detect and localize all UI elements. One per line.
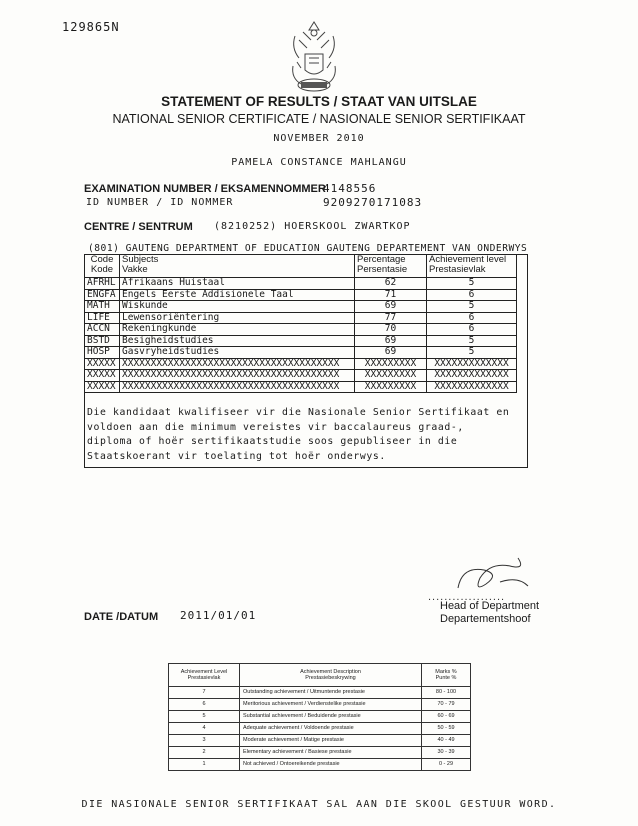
statement-line: voldoen aan die minimum vereistes vir baccalaureus graad-, bbox=[87, 421, 464, 433]
percentage-header: Percentage Persentasie bbox=[355, 255, 427, 278]
date-label: DATE /DATUM bbox=[84, 611, 159, 623]
results-header-row bbox=[85, 255, 517, 278]
subject-percentage: 69 bbox=[355, 301, 427, 313]
date-value: 2011/01/01 bbox=[180, 609, 257, 622]
legend-marks: 60 - 69 bbox=[422, 711, 471, 723]
legend-marks: 30 - 39 bbox=[422, 747, 471, 759]
subject-code: ENGFA bbox=[85, 289, 120, 301]
code-header: Code Kode bbox=[85, 255, 120, 278]
legend-row bbox=[169, 699, 471, 711]
subjects-header: Subjects Vakke bbox=[120, 255, 355, 278]
coat-of-arms-icon bbox=[285, 18, 343, 98]
subject-level: 6 bbox=[427, 324, 517, 336]
subject-percentage: XXXXXXXXX bbox=[355, 358, 427, 370]
document-subtitle: NATIONAL SENIOR CERTIFICATE / NASIONALE SENIOR SERTIFIKAAT bbox=[112, 112, 526, 126]
legend-description: Substantial achievement / Beduidende prestasie bbox=[240, 711, 422, 723]
subject-level: 5 bbox=[427, 335, 517, 347]
subject-code: XXXXX bbox=[85, 381, 120, 393]
subject-level: 6 bbox=[427, 289, 517, 301]
legend-marks: 70 - 79 bbox=[422, 699, 471, 711]
id-number-label: ID NUMBER / ID NOMMER bbox=[86, 197, 234, 208]
subject-name: Afrikaans Huistaal bbox=[120, 278, 355, 290]
legend-level: 5 bbox=[169, 711, 240, 723]
legend-description: Elementary achievement / Basiese prestasie bbox=[240, 747, 422, 759]
subject-name: Engels Eerste Addisionele Taal bbox=[120, 289, 355, 301]
table-row bbox=[85, 381, 517, 393]
subject-percentage: 62 bbox=[355, 278, 427, 290]
legend-row bbox=[169, 735, 471, 747]
certificate-number: 129865N bbox=[62, 20, 120, 34]
legend-row bbox=[169, 747, 471, 759]
subject-code: XXXXX bbox=[85, 370, 120, 382]
department-line: (801) GAUTENG DEPARTMENT OF EDUCATION GAUTENG DEPARTEMENT VAN ONDERWYS bbox=[88, 243, 528, 254]
legend-marks: 50 - 59 bbox=[422, 723, 471, 735]
subject-code: MATH bbox=[85, 301, 120, 313]
legend-description: Outstanding achievement / Uitmuntende prestasie bbox=[240, 687, 422, 699]
candidate-name: PAMELA CONSTANCE MAHLANGU bbox=[231, 157, 407, 168]
subject-percentage: 69 bbox=[355, 335, 427, 347]
statement-line: Staatskoerant vir toelating tot hoër onderwys. bbox=[87, 450, 386, 462]
subject-level: XXXXXXXXXXXXX bbox=[427, 358, 517, 370]
subject-percentage: 70 bbox=[355, 324, 427, 336]
subject-percentage: XXXXXXXXX bbox=[355, 381, 427, 393]
statement-line: Die kandidaat kwalifiseer vir die Nasionale Senior Sertifikaat en bbox=[87, 407, 510, 418]
legend-level: 1 bbox=[169, 759, 240, 771]
subject-code: ACCN bbox=[85, 324, 120, 336]
exam-number-value: 4148556 bbox=[323, 182, 377, 195]
statement-line: diploma of hoër sertifikaatstudie soos gepubliseer in die bbox=[87, 436, 458, 447]
qualification-statement bbox=[87, 406, 527, 464]
subject-level: 6 bbox=[427, 312, 517, 324]
legend-row bbox=[169, 711, 471, 723]
centre-label: CENTRE / SENTRUM bbox=[84, 221, 193, 233]
exam-number-label: EXAMINATION NUMBER / EKSAMENNOMMER bbox=[84, 183, 326, 195]
legend-description: Moderate achievement / Matige prestasie bbox=[240, 735, 422, 747]
exam-date: NOVEMBER 2010 bbox=[273, 133, 365, 144]
legend-level: 4 bbox=[169, 723, 240, 735]
document-title: STATEMENT OF RESULTS / STAAT VAN UITSLAE bbox=[161, 94, 477, 109]
subject-level: XXXXXXXXXXXXX bbox=[427, 370, 517, 382]
table-row bbox=[85, 278, 517, 290]
subject-code: XXXXX bbox=[85, 358, 120, 370]
footer-notice: DIE NASIONALE SENIOR SERTIFIKAAT SAL AAN DIE SKOOL GESTUUR WORD. bbox=[81, 799, 557, 810]
subject-name: XXXXXXXXXXXXXXXXXXXXXXXXXXXXXXXXXXXXXX bbox=[120, 358, 355, 370]
table-row bbox=[85, 358, 517, 370]
subject-name: Gasvryheidstudies bbox=[120, 347, 355, 359]
subject-percentage: 71 bbox=[355, 289, 427, 301]
legend-row bbox=[169, 687, 471, 699]
legend-description: Adequate achievement / Voldoende prestasie bbox=[240, 723, 422, 735]
legend-row bbox=[169, 759, 471, 771]
subject-name: Besigheidstudies bbox=[120, 335, 355, 347]
signature-icon bbox=[440, 552, 540, 596]
table-row bbox=[85, 324, 517, 336]
achievement-legend-table bbox=[168, 663, 471, 771]
results-table bbox=[84, 254, 517, 393]
legend-marks: 80 - 100 bbox=[422, 687, 471, 699]
subject-name: Wiskunde bbox=[120, 301, 355, 313]
id-number-value: 9209270171083 bbox=[323, 196, 423, 209]
legend-description: Meritorious achievement / Verdienstelike prestasie bbox=[240, 699, 422, 711]
head-of-department-title-af: Departementshoof bbox=[440, 613, 531, 625]
legend-level: 7 bbox=[169, 687, 240, 699]
table-row bbox=[85, 289, 517, 301]
subject-percentage: XXXXXXXXX bbox=[355, 370, 427, 382]
table-row bbox=[85, 301, 517, 313]
subject-code: AFRHL bbox=[85, 278, 120, 290]
subject-code: HOSP bbox=[85, 347, 120, 359]
legend-description-header: Achievement Description Prestasiebeskrywing bbox=[240, 664, 422, 687]
legend-level: 6 bbox=[169, 699, 240, 711]
subject-level: 5 bbox=[427, 278, 517, 290]
table-row bbox=[85, 312, 517, 324]
subject-code: BSTD bbox=[85, 335, 120, 347]
subject-level: 5 bbox=[427, 301, 517, 313]
legend-description: Not achieved / Ontoereikende prestasie bbox=[240, 759, 422, 771]
subject-code: LIFE bbox=[85, 312, 120, 324]
centre-value: (8210252) HOERSKOOL ZWARTKOP bbox=[214, 221, 411, 232]
subject-percentage: 69 bbox=[355, 347, 427, 359]
subject-name: Lewensoriëntering bbox=[120, 312, 355, 324]
table-row bbox=[85, 370, 517, 382]
legend-marks: 0 - 29 bbox=[422, 759, 471, 771]
subject-name: XXXXXXXXXXXXXXXXXXXXXXXXXXXXXXXXXXXXXX bbox=[120, 381, 355, 393]
subject-level: 5 bbox=[427, 347, 517, 359]
signature-line: ................... bbox=[428, 591, 506, 603]
subject-name: XXXXXXXXXXXXXXXXXXXXXXXXXXXXXXXXXXXXXX bbox=[120, 370, 355, 382]
legend-level: 2 bbox=[169, 747, 240, 759]
legend-level-header: Achievement Level Prestasievlak bbox=[169, 664, 240, 687]
legend-header-row bbox=[169, 664, 471, 687]
legend-level: 3 bbox=[169, 735, 240, 747]
head-of-department-title: Head of Department bbox=[440, 600, 540, 612]
legend-row bbox=[169, 723, 471, 735]
subject-level: XXXXXXXXXXXXX bbox=[427, 381, 517, 393]
subject-percentage: 77 bbox=[355, 312, 427, 324]
table-row bbox=[85, 347, 517, 359]
achievement-header: Achievement level Prestasievlak bbox=[427, 255, 517, 278]
subject-name: Rekeningkunde bbox=[120, 324, 355, 336]
legend-marks-header: Marks % Punte % bbox=[422, 664, 471, 687]
legend-marks: 40 - 49 bbox=[422, 735, 471, 747]
table-row bbox=[85, 335, 517, 347]
